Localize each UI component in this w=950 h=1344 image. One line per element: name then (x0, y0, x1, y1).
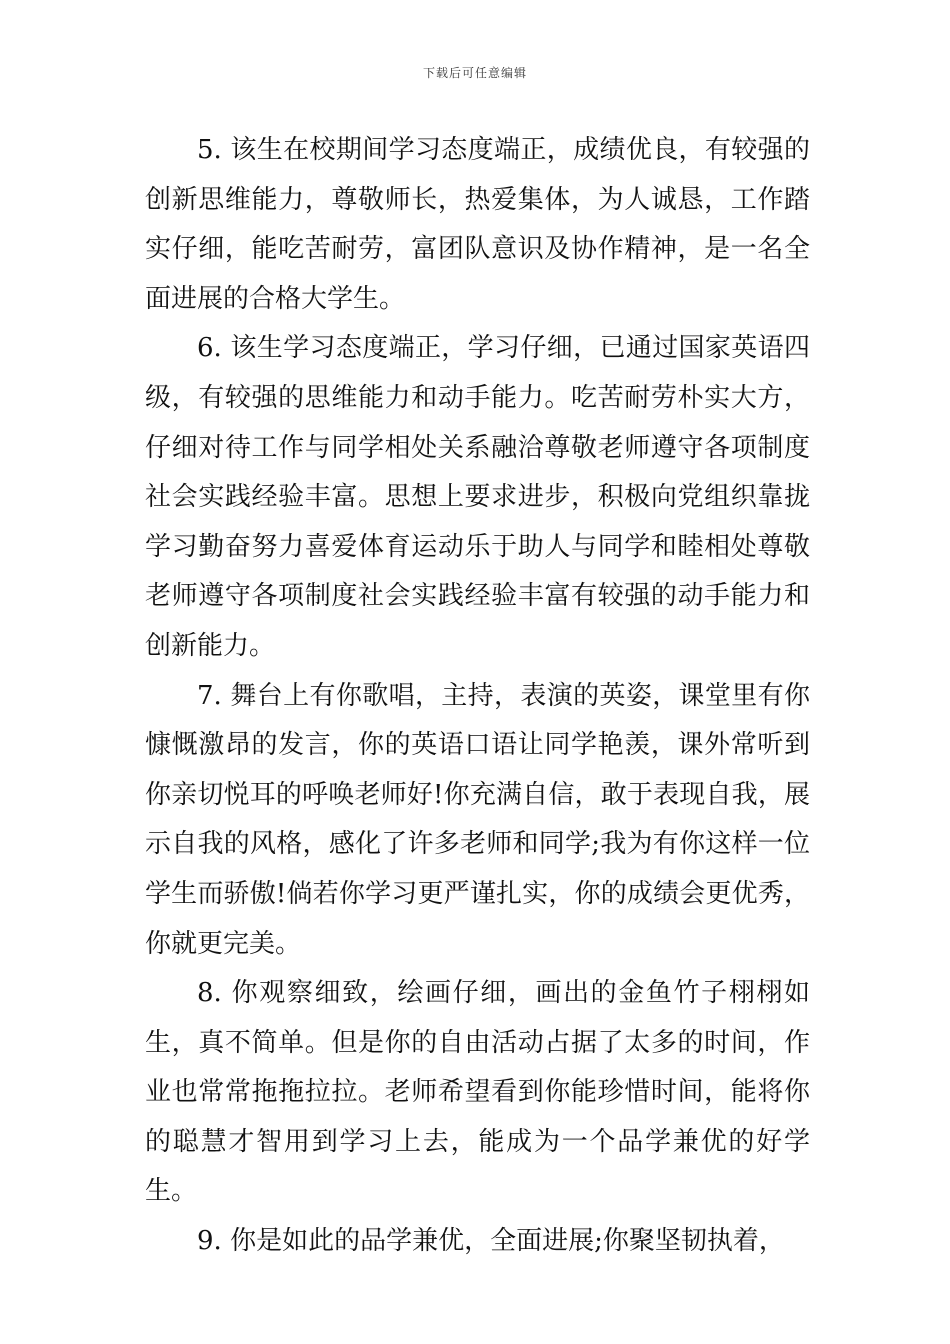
paragraph-5: 5. 该生在校期间学习态度端正，成绩优良，有较强的创新思维能力，尊敬师长，热爱集体，为人诚恳，工作踏实仔细，能吃苦耐劳，富团队意识及协作精神，是一名全面进展的合格大学生。 (145, 135, 810, 314)
page-header: 下载后可任意编辑 (422, 66, 527, 80)
document-body (145, 126, 810, 1267)
paragraph-8: 8. 你观察细致，绘画仔细，画出的金鱼竹子栩栩如生，真不简单。但是你的自由活动占据了太多的时间，作业也常常拖拖拉拉。老师希望看到你能珍惜时间，能将你的聪慧才智用到学习上去，能成为一个品学兼优的好学生。 (145, 978, 810, 1207)
paragraph-6: 6. 该生学习态度端正，学习仔细，已通过国家英语四级，有较强的思维能力和动手能力。吃苦耐劳朴实大方，仔细对待工作与同学相处关系融洽尊敬老师遵守各项制度社会实践经验丰富。思想上要求进步，积极向党组织靠拢学习勤奋努力喜爱体育运动乐于助人与同学和睦相处尊敬老师遵守各项制度社会实践经验丰富有较强的动手能力和创新能力。 (145, 333, 810, 661)
paragraph-7: 7. 舞台上有你歌唱，主持，表演的英姿，课堂里有你慷慨激昂的发言，你的英语口语让同学艳羡，课外常听到你亲切悦耳的呼唤老师好!你充满自信，敢于表现自我，展示自我的风格，感化了许多老师和同学;我为有你这样一位学生而骄傲!倘若你学习更严谨扎实，你的成绩会更优秀，你就更完美。 (145, 680, 810, 959)
paragraph-9: 9. 你是如此的品学兼优，全面进展;你聚坚韧执着， (197, 1226, 785, 1257)
